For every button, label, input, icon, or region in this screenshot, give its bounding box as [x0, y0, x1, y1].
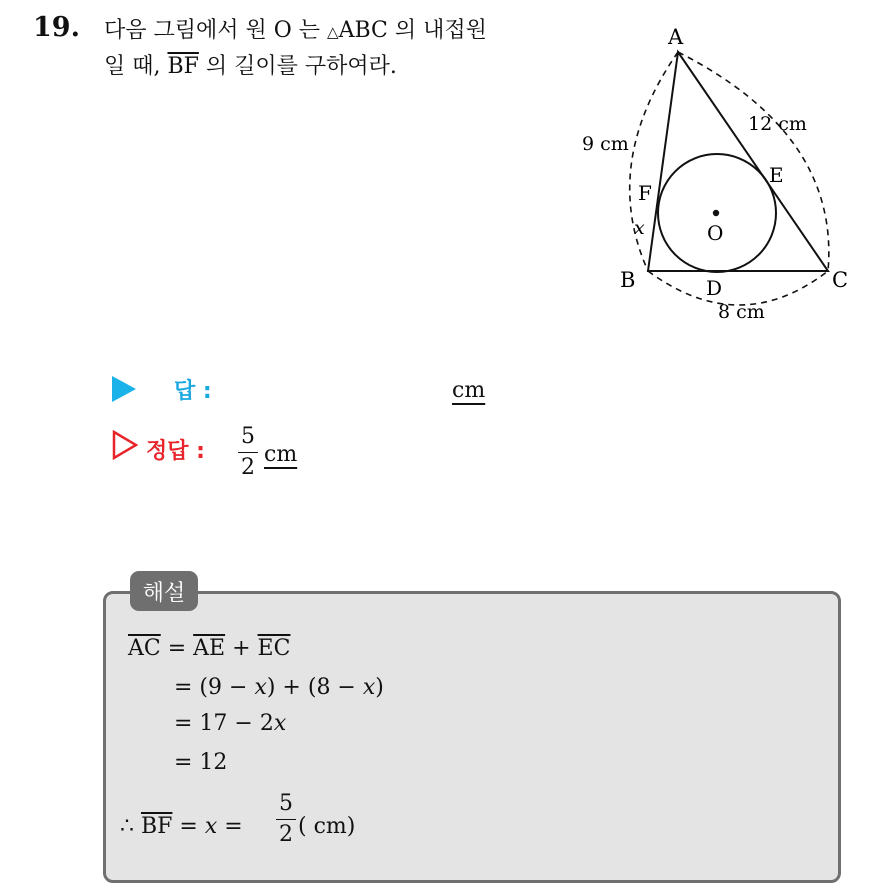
- question-line-2: [104, 52, 397, 82]
- var-x: x: [204, 814, 218, 839]
- answer-unit[interactable]: cm: [452, 378, 486, 403]
- label-x: x: [634, 217, 645, 239]
- label-a: A: [668, 25, 684, 49]
- answer-row: [112, 374, 512, 406]
- solution-line-4: = 12: [174, 750, 228, 775]
- fraction-bar: [238, 452, 258, 453]
- triangle-incircle-figure: [570, 14, 870, 334]
- segment-bf: $\overline{BF}$: [167, 54, 199, 79]
- hollow-triangle-icon: [112, 430, 138, 460]
- solid-triangle-icon: [112, 376, 136, 402]
- var-x: x: [254, 675, 267, 700]
- question-text-1a: 다음 그림에서 원 O 는: [104, 18, 328, 43]
- answer-label: 답 :: [174, 379, 212, 404]
- correct-denominator: 2: [241, 455, 255, 480]
- length-ab: 9 cm: [582, 133, 629, 155]
- solution-l2-c: ): [375, 675, 384, 700]
- question-text-2b: 의 길이를 구하여라.: [198, 54, 397, 79]
- correct-numerator: 5: [241, 424, 255, 449]
- equals-5b: =: [217, 814, 243, 839]
- label-e: E: [769, 163, 784, 187]
- center-point-o: [713, 210, 719, 216]
- label-f: F: [638, 181, 652, 205]
- triangle-symbol: △: [327, 23, 339, 41]
- solution-line-1: [128, 634, 290, 664]
- solution-line-3: [174, 709, 286, 739]
- segment-ac: $\overline{AC}$: [128, 636, 161, 661]
- solution-tag: 해설: [130, 571, 198, 611]
- label-b: B: [620, 268, 636, 292]
- correct-unit: cm: [264, 442, 298, 467]
- length-ac: 12 cm: [748, 113, 807, 135]
- solution-l2-a: = (9 −: [174, 675, 255, 700]
- solution-numerator: 5: [279, 791, 293, 816]
- plus-1: +: [225, 636, 258, 661]
- solution-fraction-bar: [276, 819, 296, 820]
- solution-denominator: 2: [279, 822, 293, 847]
- solution-l3-a: = 17 − 2: [174, 711, 274, 736]
- correct-label: 정답 :: [146, 439, 205, 464]
- length-bc: 8 cm: [718, 301, 765, 323]
- equals-1: =: [160, 636, 194, 661]
- correct-fraction: [238, 424, 258, 481]
- segment-ae: $\overline{AE}$: [193, 636, 226, 661]
- equals-5a: =: [172, 814, 205, 839]
- segment-bf-solution: $\overline{BF}$: [141, 814, 173, 839]
- solution-line-2: [174, 673, 384, 703]
- label-o: O: [707, 221, 724, 245]
- var-x: x: [362, 675, 376, 700]
- question-line-1: [104, 16, 487, 47]
- solution-l2-b: ) + (8 −: [266, 675, 363, 700]
- triangle-abc: [648, 52, 828, 271]
- solution-unit: ( cm): [298, 814, 356, 839]
- question-text-1b: ABC 의 내접원: [338, 18, 487, 43]
- label-d: D: [706, 276, 723, 300]
- dashed-arc-bc: [648, 271, 828, 305]
- question-text-2a: 일 때,: [104, 54, 168, 79]
- therefore-symbol: ∴: [120, 814, 141, 839]
- segment-ec: $\overline{EC}$: [257, 636, 291, 661]
- question-number: 19.: [33, 12, 80, 43]
- label-c: C: [832, 268, 849, 292]
- solution-fraction: [276, 792, 296, 847]
- correct-answer-row: [112, 424, 412, 484]
- var-x: x: [273, 711, 287, 736]
- solution-line-5: [120, 812, 243, 842]
